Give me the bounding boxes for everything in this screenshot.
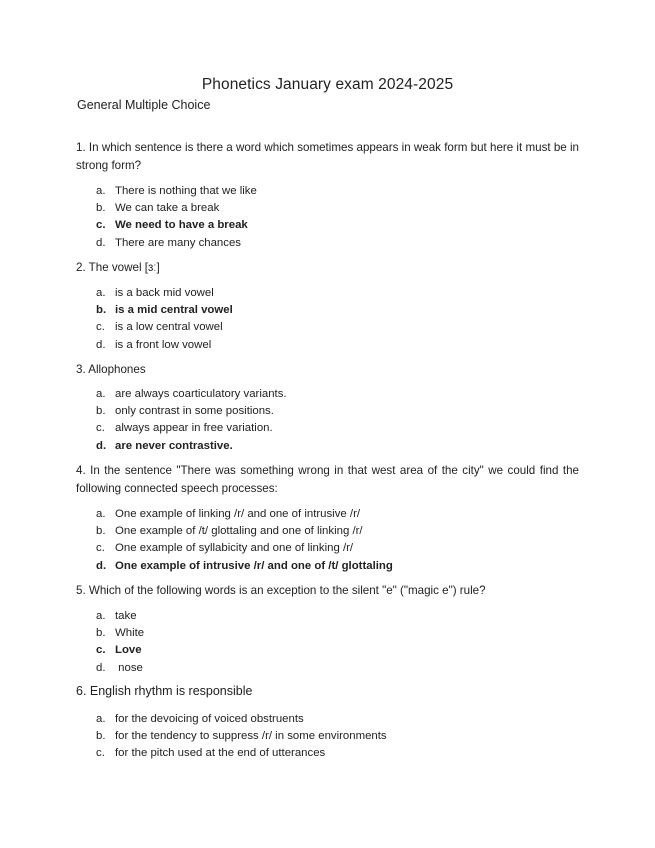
option-5c	[96, 642, 144, 659]
option-text: We can take a break	[115, 202, 220, 215]
option-text: nose	[115, 661, 143, 674]
page-title: Phonetics January exam 2024-2025	[201, 76, 454, 93]
option-letter: c.	[96, 422, 105, 435]
option-text: We need to have a break	[115, 219, 248, 232]
option-letter: d.	[96, 661, 106, 674]
option-letter: a.	[96, 287, 106, 299]
option-3c	[96, 420, 287, 437]
question-6-text: 6. English rhythm is responsible	[76, 684, 253, 698]
option-4a	[96, 506, 393, 523]
option-4d	[96, 558, 393, 575]
option-letter: b.	[96, 405, 106, 418]
option-text: One example of /t/ glottaling and one of linking /r/	[115, 525, 363, 538]
option-text: for the devoicing of voiced obstruents	[115, 713, 304, 725]
option-5b	[96, 625, 144, 642]
question-1-options	[96, 183, 257, 252]
option-5d	[96, 660, 144, 677]
question-3-text: 3. Allophones	[76, 363, 146, 376]
option-text: is a back mid vowel	[115, 287, 214, 299]
option-text: are never contrastive.	[115, 439, 233, 452]
option-1c	[96, 217, 257, 234]
option-letter: a.	[96, 508, 106, 520]
option-text: There is nothing that we like	[115, 185, 257, 197]
question-2-text: 2. The vowel [ɜː]	[76, 261, 160, 274]
option-2a	[96, 285, 233, 302]
option-letter: b.	[96, 202, 106, 215]
option-letter: c.	[96, 644, 106, 657]
option-letter: c.	[96, 321, 105, 334]
option-4c	[96, 540, 393, 557]
option-text: for the pitch used at the end of utterances	[115, 747, 326, 760]
option-letter: a.	[96, 185, 106, 197]
option-text: take	[115, 610, 137, 622]
option-3d	[96, 438, 287, 455]
option-2b	[96, 302, 233, 319]
option-letter: c.	[96, 747, 105, 760]
option-text: for the tendency to suppress /r/ in some environments	[115, 730, 387, 743]
option-3b	[96, 403, 287, 420]
option-letter: b.	[96, 304, 107, 317]
option-text: is a front low vowel	[115, 338, 212, 351]
option-letter: d.	[96, 559, 107, 572]
question-6-options	[96, 711, 387, 763]
option-letter: b.	[96, 730, 106, 743]
option-text: One example of syllabicity and one of linking /r/	[115, 542, 354, 555]
question-5-options	[96, 608, 144, 677]
option-text: always appear in free variation.	[115, 422, 273, 435]
option-letter: a.	[96, 713, 106, 725]
option-letter: b.	[96, 627, 106, 640]
question-4-options	[96, 506, 393, 575]
option-letter: d.	[96, 338, 106, 351]
option-1d	[96, 235, 257, 252]
option-text: is a low central vowel	[115, 321, 223, 334]
question-3-options	[96, 386, 287, 455]
option-text: White	[115, 627, 145, 640]
option-5a	[96, 608, 144, 625]
question-4-text: 4. In the sentence "There was something wrong in that west area of the city" we could find the following connected speech processes:	[76, 464, 579, 495]
option-letter: d.	[96, 236, 106, 249]
option-1b	[96, 200, 257, 217]
section-heading: General Multiple Choice	[77, 98, 211, 112]
option-letter: a.	[96, 388, 106, 400]
option-text: is a mid central vowel	[115, 304, 233, 317]
option-text: One example of linking /r/ and one of intrusive /r/	[115, 508, 361, 520]
option-6b	[96, 728, 387, 745]
option-2d	[96, 337, 233, 354]
question-2-options	[96, 285, 233, 354]
option-letter: c.	[96, 542, 105, 555]
option-letter: d.	[96, 439, 107, 452]
option-text: are always coarticulatory variants.	[115, 388, 287, 400]
option-letter: c.	[96, 219, 106, 232]
option-2c	[96, 319, 233, 336]
option-text: One example of intrusive /r/ and one of /t/ glottaling	[115, 559, 393, 572]
question-1-text: 1. In which sentence is there a word which sometimes appears in weak form but here it must be in strong form?	[76, 141, 579, 172]
option-6c	[96, 745, 387, 762]
question-5-text: 5. Which of the following words is an exception to the silent "e" ("magic e") rule?	[76, 584, 486, 597]
option-6a	[96, 711, 387, 728]
option-text: only contrast in some positions.	[115, 405, 274, 418]
option-letter: a.	[96, 610, 106, 622]
option-text: There are many chances	[115, 236, 241, 249]
option-3a	[96, 386, 287, 403]
option-letter: b.	[96, 525, 106, 538]
option-text: Love	[115, 644, 142, 657]
option-1a	[96, 183, 257, 200]
option-4b	[96, 523, 393, 540]
